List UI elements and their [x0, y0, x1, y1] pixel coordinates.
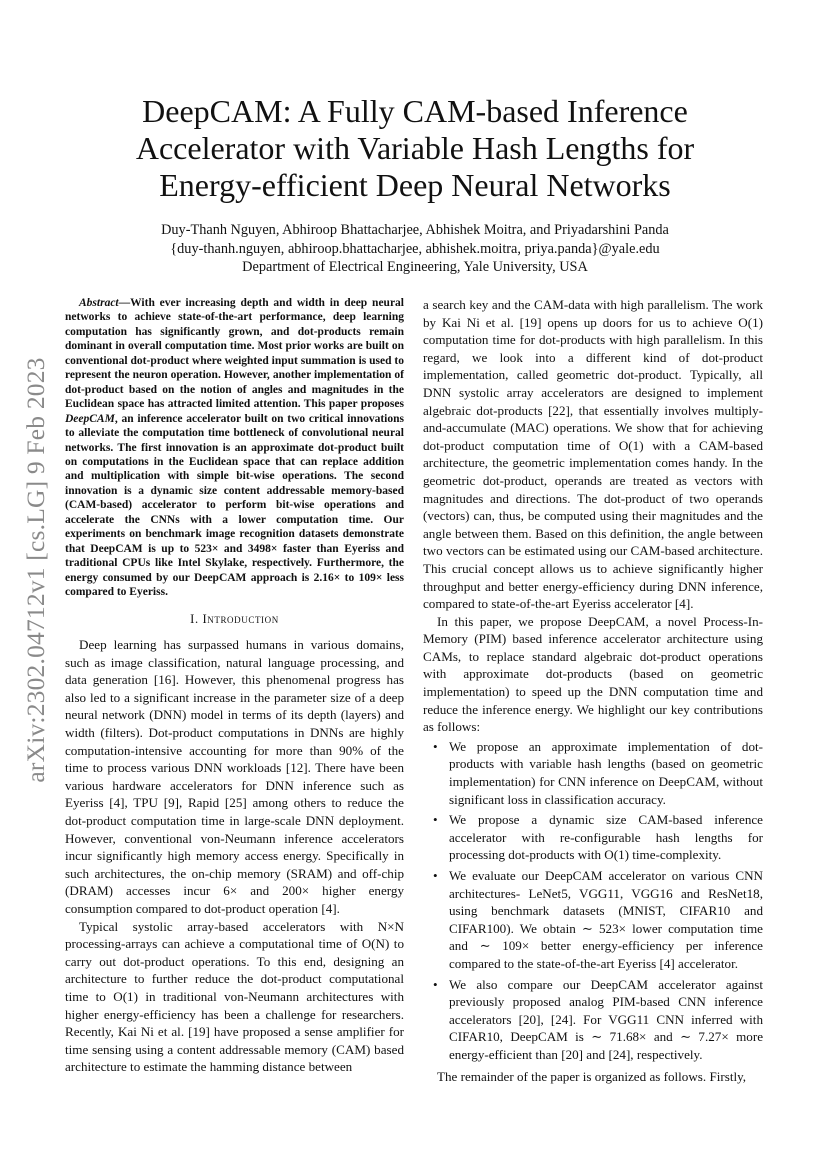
bullet-icon: •: [433, 738, 438, 754]
abstract-label: Abstract: [79, 297, 119, 309]
title-line-2: Accelerator with Variable Hash Lengths for: [135, 130, 695, 166]
abstract: [65, 296, 404, 600]
arxiv-identifier: [12, 270, 60, 870]
section-heading-introduction: I. Introduction: [190, 611, 279, 626]
right-column: [423, 296, 763, 1085]
intro-paragraph-1: Deep learning has surpassed humans in various domains, such as image classification, natural language processing, and data generation [16]. However, this phenomenal progress has also led to a significant increase in the parameter size of a deep neural network (DNN) model in terms of its depth (layers) and width (filters). Dot-product computations in DNNs are highly computation-intensive accounting for more than 90% of the time to process various DNN workloads [12]. There have been various hardware accelerators for DNN inference such as Eyeriss [4], TPU [9], Rapid [25] among others to reduce the dot-product computation time in large-scale DNN deployment. However, conventional von-Neumann inference accelerators incur significantly high memory access energy. Specifically in such architectures, the on-chip memory (SRAM) and off-chip (DRAM) accesses incur 6× and 200× higher energy consumption compared to dot-product operation [4].: [65, 637, 404, 917]
contribution-text: We propose an approximate implementation of dot-products with variable hash lengths (based on geometric implementation) for CNN inference on DeepCAM, without significant loss in classification accuracy.: [449, 738, 763, 807]
contribution-item: [433, 976, 763, 1064]
abstract-text-1: —With ever increasing depth and width in deep neural networks to achieve state-of-the-art performance, deep learning computation has significantly grown, and dot-products remain dominant in overall computation time. Most prior works are built on conventional dot-product where weighted input summation is used to represent the neuron operation. However, another implementation of dot-product based on the notion of angles and magnitudes in the Euclidean space has attracted limited attention. This paper proposes: [65, 297, 404, 411]
title-line-1: DeepCAM: A Fully CAM-based Inference: [142, 93, 688, 129]
intro-paragraph-4: The remainder of the paper is organized as follows. Firstly,: [437, 1068, 747, 1084]
author-names: Duy-Thanh Nguyen, Abhiroop Bhattacharjee, Abhishek Moitra, and Priyadarshini Panda: [161, 222, 669, 238]
bullet-icon: •: [433, 976, 438, 992]
author-block: [80, 221, 750, 277]
contribution-item: [433, 738, 763, 808]
paper-title: [80, 93, 750, 204]
contribution-text: We evaluate our DeepCAM accelerator on various CNN architectures- LeNet5, VGG11, VGG16 and ResNet18, using benchmark datasets (MNIST, CIFAR10 and CIFAR100). We obtain ∼ 523× lower computation time and ∼ 109× better energy-efficiency per inference compared to the state-of-the-art Eyeriss [4] accelerator.: [449, 868, 763, 971]
contribution-item: [433, 811, 763, 864]
contributions-list: [423, 738, 763, 1064]
abstract-system-name: DeepCAM: [65, 412, 115, 425]
bullet-icon: •: [433, 812, 438, 828]
contribution-text: We propose a dynamic size CAM-based inference accelerator with re-configurable hash lengths for processing dot-products with O(1) time-complexity.: [449, 812, 763, 863]
contribution-text: We also compare our DeepCAM accelerator against previously proposed analog PIM-based CNN inference accelerators [20], [24]. For VGG11 CNN inferred with CIFAR10, DeepCAM is ∼ 71.68× and ∼ 7.27× more energy-efficient than [20] and [24], respectively.: [449, 976, 763, 1062]
arxiv-identifier-text: arXiv:2302.04712v1 [cs.LG] 9 Feb 2023: [21, 357, 50, 783]
contribution-item: [433, 867, 763, 973]
author-affiliation: Department of Electrical Engineering, Yale University, USA: [242, 259, 588, 275]
left-column: [65, 296, 404, 1076]
intro-paragraph-continued: a search key and the CAM-data with high parallelism. The work by Kai Ni et al. [19] opens up doors for us to achieve O(1) computation time for dot-products with high parallelism. In this regard, we look into a different kind of dot-product implementation, called geometric dot-product. Typically, all DNN systolic array accelerators are designed to implement algebraic dot-products [22], that essentially involves multiply-and-accumulate (MAC) operations. We show that for achieving dot-product computation time of O(1) with a CAM-based architecture, the geometric implementation comes handy. In the geometric dot-product, operands are treated as vectors with magnitudes and directions. The dot-product of two operands (vectors) can, thus, be computed using their magnitudes and the angle between them. Based on this definition, the angle between two vectors can be estimated using our CAM-based architecture. This crucial concept allows us to achieve significantly higher throughput and better energy-efficiency during DNN inference, compared to state-of-the-art Eyeriss accelerator [4].: [423, 297, 763, 612]
intro-paragraph-2: Typical systolic array-based accelerators with N×N processing-arrays can achieve a computational time of O(N) to carry out dot-product operations. To this end, designing an architecture to further reduce the dot-product computational time to O(1) in traditional von-Neumann architectures with higher energy-efficiency has been a challenge for researchers. Recently, Kai Ni et al. [19] have proposed a sense amplifier for time sensing using a content addressable memory (CAM) based architecture to estimate the hamming distance between: [65, 918, 404, 1075]
intro-paragraph-3: In this paper, we propose DeepCAM, a novel Process-In-Memory (PIM) based inference accelerator architecture using CAMs, to replace standard algebraic dot-product operations with approximate dot-products (based on geometric implementation) to speed up the DNN computation time and reduce the inference energy. We highlight our key contributions as follows:: [423, 613, 763, 735]
abstract-text-2: , an inference accelerator built on two critical innovations to alleviate the computation time bottleneck of convolutional neural networks. The first innovation is an approximate dot-product built on computations in the Euclidean space that can replace addition and multiplication with simple bit-wise operations. The second innovation is a dynamic size content addressable memory-based (CAM-based) accelerator to perform bit-wise operations and accelerate the CNNs with a lower computation time. Our experiments on benchmark image recognition datasets demonstrate that DeepCAM is up to 523× and 3498× faster than Eyeriss and traditional CPUs like Intel Skylake, respectively. Furthermore, the energy consumed by our DeepCAM approach is 2.16× to 109× less compared to Eyeriss.: [65, 412, 404, 599]
title-line-3: Energy-efficient Deep Neural Networks: [159, 167, 671, 203]
bullet-icon: •: [433, 868, 438, 883]
author-emails: {duy-thanh.nguyen, abhiroop.bhattacharjee, abhishek.moitra, priya.panda}@yale.edu: [170, 240, 660, 257]
